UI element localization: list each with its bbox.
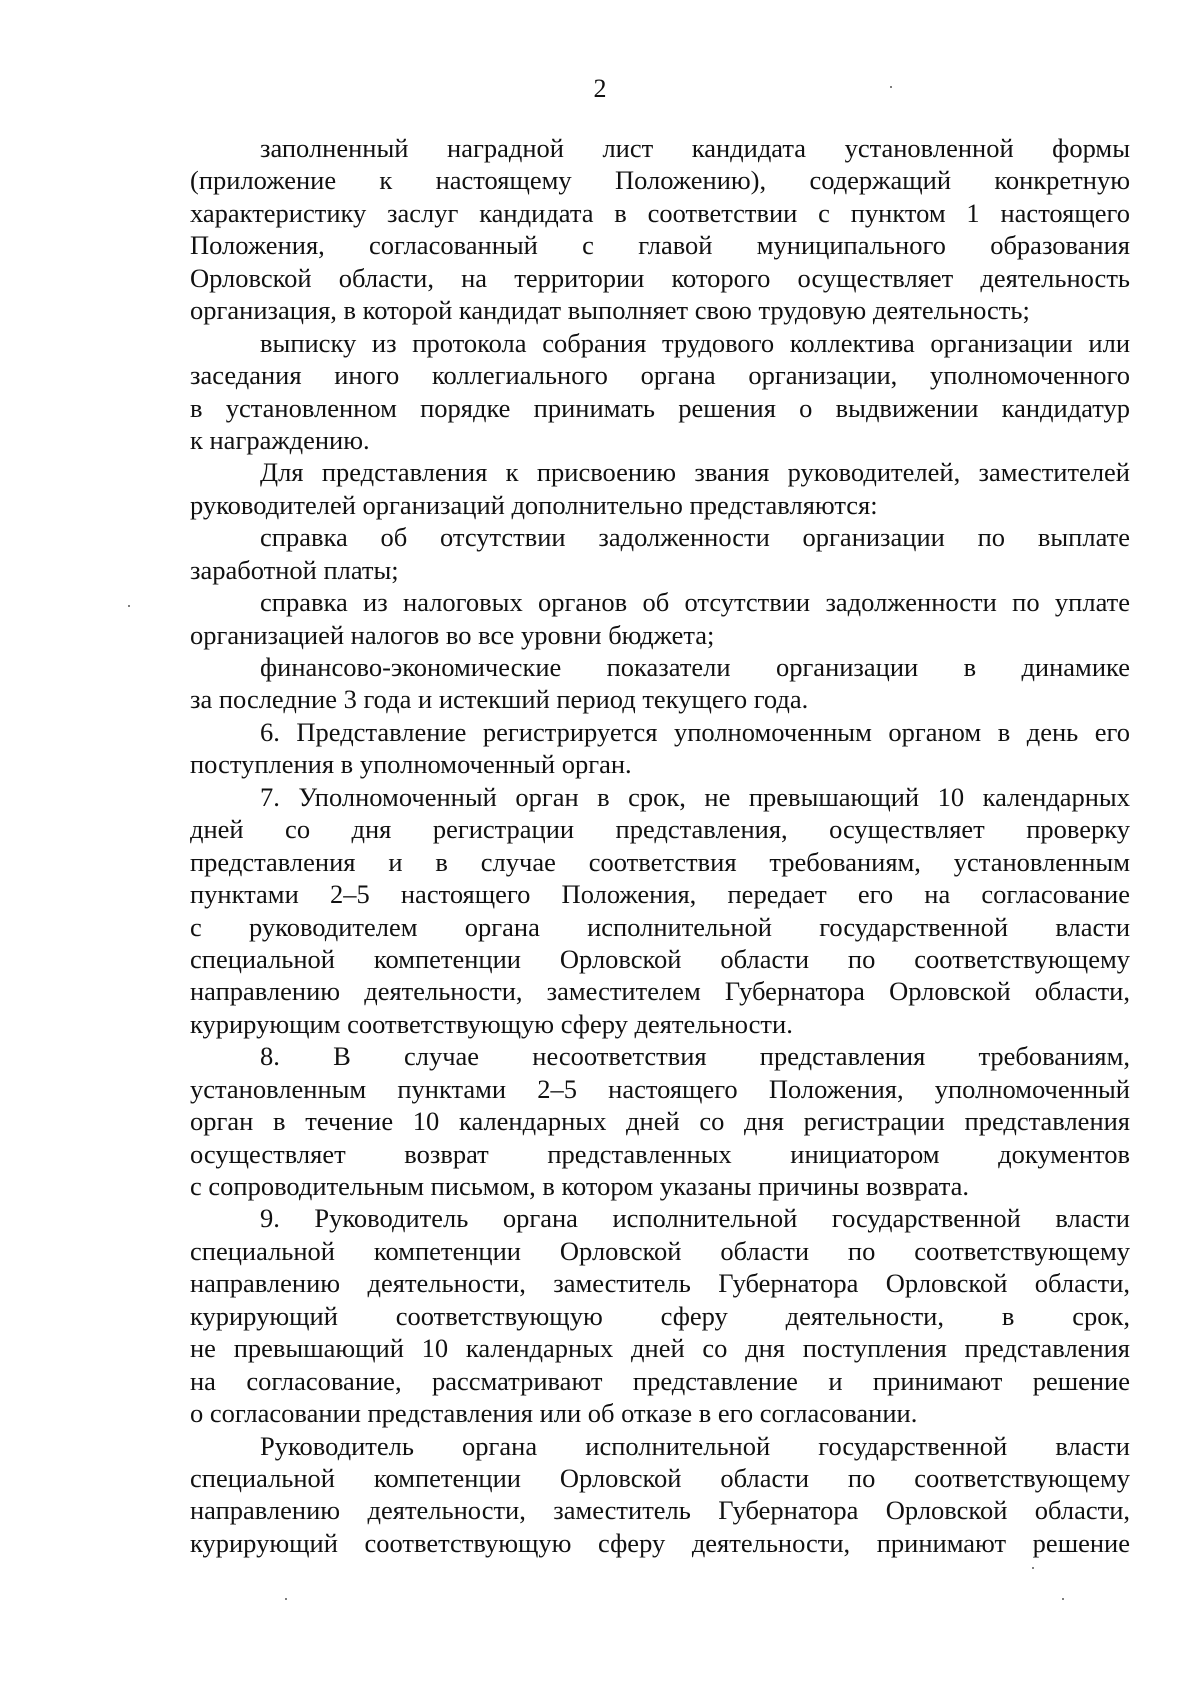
- text-line: Для представления к присвоению звания руководителей, заместителей: [260, 457, 1130, 488]
- text-line: заработной платы;: [190, 554, 399, 585]
- text-line: руководителей организаций дополнительно представляются:: [190, 489, 878, 520]
- text-line: Руководитель органа исполнительной государственной власти: [260, 1430, 1130, 1461]
- text-line: направлению деятельности, заместитель Губернатора Орловской области,: [190, 1268, 1130, 1299]
- text-line: 7. Уполномоченный орган в срок, не превышающий 10 календарных: [260, 781, 1130, 812]
- text-line: представления и в случае соответствия требованиям, установленным: [190, 846, 1130, 877]
- text-line: справка об отсутствии задолженности организации по выплате: [260, 522, 1130, 553]
- text-line: не превышающий 10 календарных дней со дня поступления представления: [190, 1333, 1130, 1364]
- text-line: заполненный наградной лист кандидата установленной формы: [260, 133, 1130, 163]
- text-line: финансово-экономические показатели организации в динамике: [260, 652, 1130, 682]
- scan-speck: [285, 1598, 287, 1600]
- text-line: осуществляет возврат представленных инициатором документов: [190, 1138, 1130, 1169]
- text-line: 9. Руководитель органа исполнительной государственной власти: [260, 1203, 1130, 1234]
- text-line: курирующим соответствующую сферу деятельности.: [190, 1008, 793, 1039]
- text-line: орган в течение 10 календарных дней со дня регистрации представления: [190, 1106, 1130, 1137]
- text-line: специальной компетенции Орловской области по соответствующему: [190, 1462, 1130, 1493]
- text-line: выписку из протокола собрания трудового коллектива организации или: [260, 327, 1130, 358]
- text-line: (приложение к настоящему Положению), содержащий конкретную: [190, 165, 1130, 196]
- text-line: направлению деятельности, заместителем Губернатора Орловской области,: [190, 976, 1130, 1007]
- text-line: Орловской области, на территории которого осуществляет деятельность: [190, 262, 1130, 293]
- text-line: специальной компетенции Орловской области по соответствующему: [190, 943, 1130, 974]
- text-line: организацией налогов во все уровни бюджета;: [190, 619, 715, 650]
- text-line: с руководителем органа исполнительной государственной власти: [190, 911, 1130, 942]
- scan-speck: [128, 605, 130, 607]
- text-line: на согласование, рассматривают представление и принимают решение: [190, 1365, 1130, 1396]
- text-line: поступления в уполномоченный орган.: [190, 749, 632, 780]
- text-line: установленным пунктами 2–5 настоящего Положения, уполномоченный: [190, 1073, 1130, 1104]
- text-line: курирующий соответствующую сферу деятельности, в срок,: [190, 1300, 1130, 1331]
- text-line: справка из налоговых органов об отсутствии задолженности по уплате: [260, 587, 1130, 618]
- document-body: [190, 132, 1130, 1559]
- text-line: дней со дня регистрации представления, осуществляет проверку: [190, 814, 1130, 845]
- text-line: 6. Представление регистрируется уполномоченным органом в день его: [260, 716, 1130, 747]
- text-line: о согласовании представления или об отказе в его согласовании.: [190, 1398, 918, 1429]
- text-line: характеристику заслуг кандидата в соответствии с пунктом 1 настоящего: [190, 197, 1130, 228]
- text-line: Положения, согласованный с главой муниципального образования: [190, 230, 1130, 261]
- scan-speck: [1062, 1598, 1064, 1600]
- text-line: специальной компетенции Орловской области по соответствующему: [190, 1235, 1130, 1266]
- text-line: направлению деятельности, заместитель Губернатора Орловской области,: [190, 1495, 1130, 1526]
- text-line: за последние 3 года и истекший период текущего года.: [190, 684, 809, 715]
- text-line: 8. В случае несоответствия представления требованиям,: [260, 1041, 1130, 1072]
- text-line: курирующий соответствующую сферу деятельности, принимают решение: [190, 1527, 1130, 1558]
- scan-speck: [890, 86, 892, 88]
- text-line: в установленном порядке принимать решения о выдвижении кандидатур: [190, 392, 1130, 423]
- page-number: 2: [593, 74, 607, 103]
- text-line: с сопроводительным письмом, в котором указаны причины возврата.: [190, 1171, 970, 1201]
- text-line: заседания иного коллегиального органа организации, уполномоченного: [190, 360, 1130, 391]
- text-line: к награждению.: [190, 424, 370, 455]
- text-line: организация, в которой кандидат выполняет свою трудовую деятельность;: [190, 295, 1030, 326]
- scan-speck: [1032, 1567, 1034, 1569]
- text-line: пунктами 2–5 настоящего Положения, передает его на согласование: [190, 879, 1130, 910]
